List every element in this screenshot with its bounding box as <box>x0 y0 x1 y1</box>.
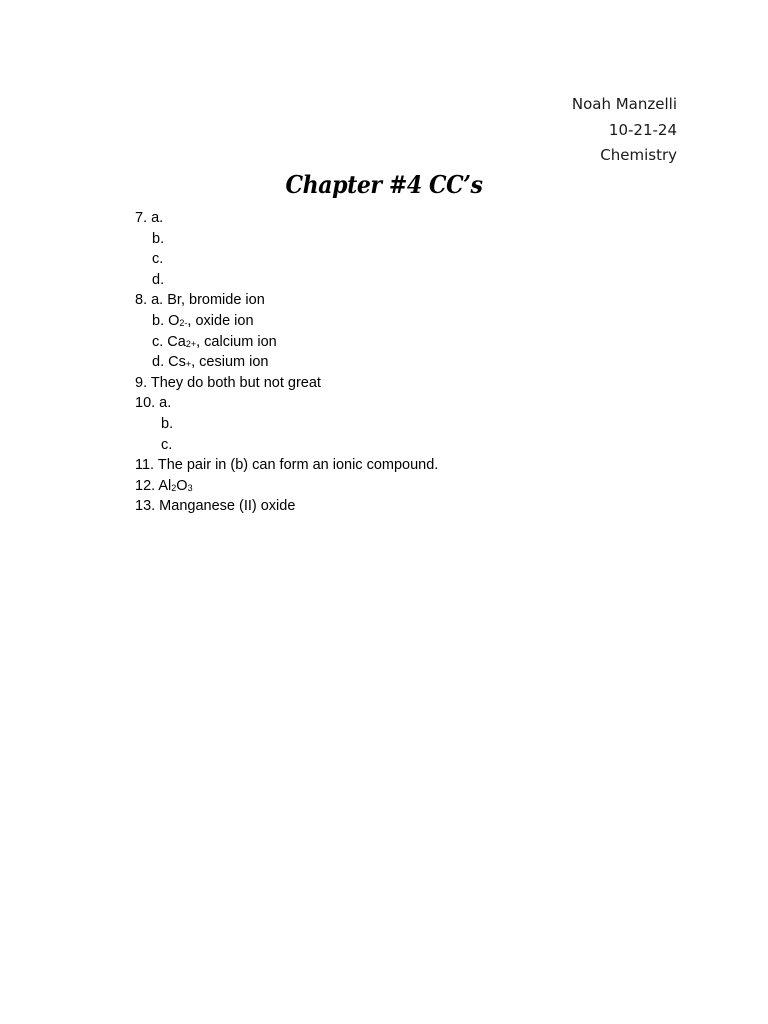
answer-7d: d. <box>152 271 165 288</box>
answer-12-oxygen: O <box>176 477 188 494</box>
answer-8c <box>135 332 438 353</box>
answer-12-subscript-2: 3 <box>187 482 193 493</box>
document-header <box>572 92 677 169</box>
answer-9: 9. They do both but not great <box>135 374 321 391</box>
answer-7c: c. <box>152 251 164 268</box>
document-date: 10-21-24 <box>608 120 677 139</box>
page-title: Chapter #4 CC’s <box>285 170 483 199</box>
answer-10b: b. <box>161 415 174 432</box>
answer-8c-charge: 2+ <box>185 338 197 349</box>
answer-12 <box>135 476 438 497</box>
answer-10a: 10. a. <box>135 395 172 412</box>
answer-7a: 7. a. <box>135 210 164 226</box>
answer-7b: b. <box>152 230 165 247</box>
answer-13: 13. Manganese (II) oxide <box>135 498 296 515</box>
answer-12-prefix: 12. Al <box>135 477 172 494</box>
answer-8b-charge: 2- <box>179 317 188 328</box>
answer-8d-prefix: d. Cs <box>152 354 186 371</box>
answer-8d-charge: + <box>185 359 192 370</box>
answer-8c-text: , calcium ion <box>196 333 277 350</box>
answer-11: 11. The pair in (b) can form an ionic compound. <box>135 457 439 474</box>
student-name: Noah Manzelli <box>571 95 677 113</box>
answer-8b-prefix: b. O <box>152 312 180 329</box>
answer-8b-text: , oxide ion <box>187 312 254 329</box>
answer-list <box>135 208 438 517</box>
answer-8a: 8. a. Br, bromide ion <box>135 292 265 309</box>
answer-8b <box>135 311 438 332</box>
answer-10c: c. <box>161 436 173 453</box>
answer-8d-text: , cesium ion <box>191 354 269 371</box>
answer-8c-prefix: c. Ca <box>152 333 186 350</box>
answer-12-subscript-1: 2 <box>171 482 177 493</box>
subject-name: Chemistry <box>600 146 677 164</box>
answer-8d <box>135 352 438 373</box>
